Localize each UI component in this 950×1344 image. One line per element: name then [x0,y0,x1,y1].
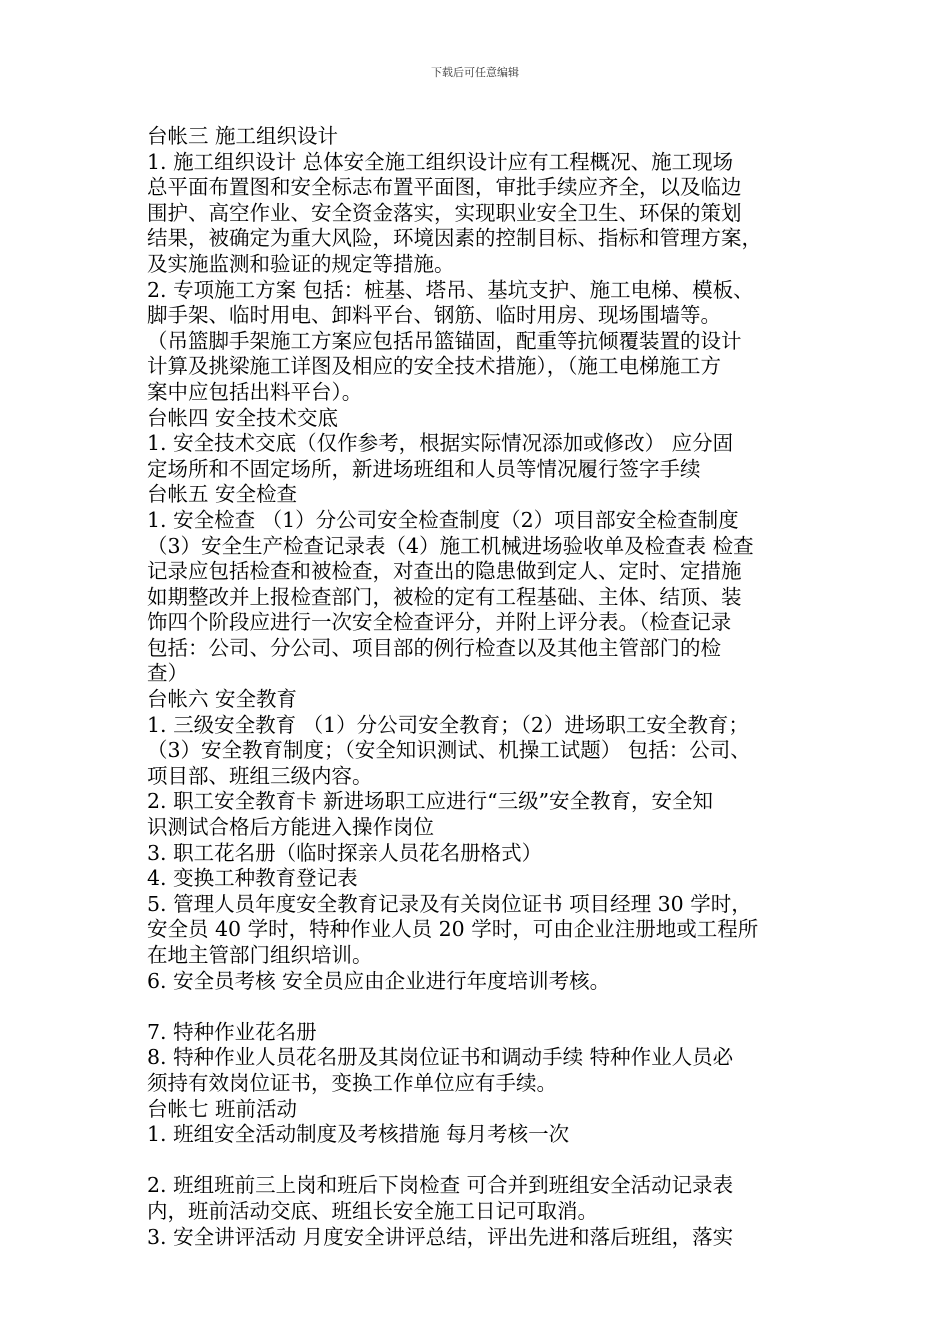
text-line: 项目部、班组三级内容。 [147,763,373,788]
text-line: 如期整改并上报检查部门，被检的定有工程基础、主体、结顶、装 [147,584,742,609]
text-line: 查） [147,661,188,686]
text-line: 3. 安全讲评活动 月度安全讲评总结，评出先进和落后班组，落实 [147,1224,734,1249]
text-line: 1. 安全技术交底（仅作参考，根据实际情况添加或修改） 应分固 [147,431,734,456]
section-heading: 台帐五 安全检查 [147,482,298,507]
text-line: 3. 职工花名册（临时探亲人员花名册格式） [147,840,543,865]
text-line: 6. 安全员考核 安全员应由企业进行年度培训考核。 [147,968,611,993]
section-heading: 台帐四 安全技术交底 [147,405,339,430]
text-line: 7. 特种作业花名册 [147,1019,317,1044]
document-body [147,124,827,1250]
blank-line [147,1148,827,1174]
text-line: 须持有效岗位证书，变换工作单位应有手续。 [147,1070,557,1095]
page-header: 下载后可任意编辑 [431,66,519,79]
text-line: 案中应包括出料平台）。 [147,379,363,404]
text-line: （3）安全生产检查记录表（4）施工机械进场验收单及检查表 检查 [147,533,754,558]
blank-line [147,994,827,1020]
text-line: 及实施监测和验证的规定等措施。 [147,251,455,276]
text-line: 安全员 40 学时，特种作业人员 20 学时，可由企业注册地或工程所 [147,917,759,942]
text-line: 围护、高空作业、安全资金落实，实现职业安全卫生、环保的策划 [147,200,742,225]
text-line: 脚手架、临时用电、卸料平台、钢筋、临时用房、现场围墙等。 [147,303,721,328]
text-line: 4. 变换工种教育登记表 [147,866,358,891]
text-line: 8. 特种作业人员花名册及其岗位证书和调动手续 特种作业人员必 [147,1045,734,1070]
text-line: 2. 班组班前三上岗和班后下岗检查 可合并到班组安全活动记录表 [147,1173,734,1198]
text-line: 饰四个阶段应进行一次安全检查评分，并附上评分表。（检查记录 [147,610,732,635]
text-line: 台帐三 施工组织设计 [147,124,339,148]
text-line: 1. 安全检查 （1）分公司安全检查制度（2）项目部安全检查制度 [147,507,739,532]
text-line: 总平面布置图和安全标志布置平面图，审批手续应齐全，以及临边 [147,175,742,200]
text-line: 5. 管理人员年度安全教育记录及有关岗位证书 项目经理 30 学时， [147,891,752,916]
text-line: 1. 施工组织设计 总体安全施工组织设计应有工程概况、施工现场 [147,149,734,174]
text-line: 内，班前活动交底、班组长安全施工日记可取消。 [147,1198,598,1223]
text-line: 记录应包括检查和被检查，对查出的隐患做到定人、定时、定措施 [147,559,742,584]
text-line: 结果，被确定为重大风险，环境因素的控制目标、指标和管理方案， [147,226,762,251]
text-line: （3）安全教育制度；（安全知识测试、机操工试题） 包括：公司、 [147,738,751,763]
text-line: 计算及挑梁施工详图及相应的安全技术措施），（施工电梯施工方 [147,354,721,379]
text-line: 1. 班组安全活动制度及考核措施 每月考核一次 [147,1122,570,1147]
text-line: 1. 三级安全教育 （1）分公司安全教育；（2）进场职工安全教育； [147,712,749,737]
section-heading: 台帐六 安全教育 [147,687,298,712]
section-heading: 台帐七 班前活动 [147,1096,298,1121]
text-line: 2. 职工安全教育卡 新进场职工应进行“三级”安全教育，安全知 [147,789,714,814]
text-line: 识测试合格后方能进入操作岗位 [147,815,434,840]
text-line: 定场所和不固定场所，新进场班组和人员等情况履行签字手续 [147,456,701,481]
text-line: 包括：公司、分公司、项目部的例行检查以及其他主管部门的检 [147,635,721,660]
text-line: 2. 专项施工方案 包括：桩基、塔吊、基坑支护、施工电梯、模板、 [147,277,754,302]
text-line: 在地主管部门组织培训。 [147,943,373,967]
text-line: （吊篮脚手架施工方案应包括吊篮锚固，配重等抗倾覆装置的设计 [147,328,742,353]
